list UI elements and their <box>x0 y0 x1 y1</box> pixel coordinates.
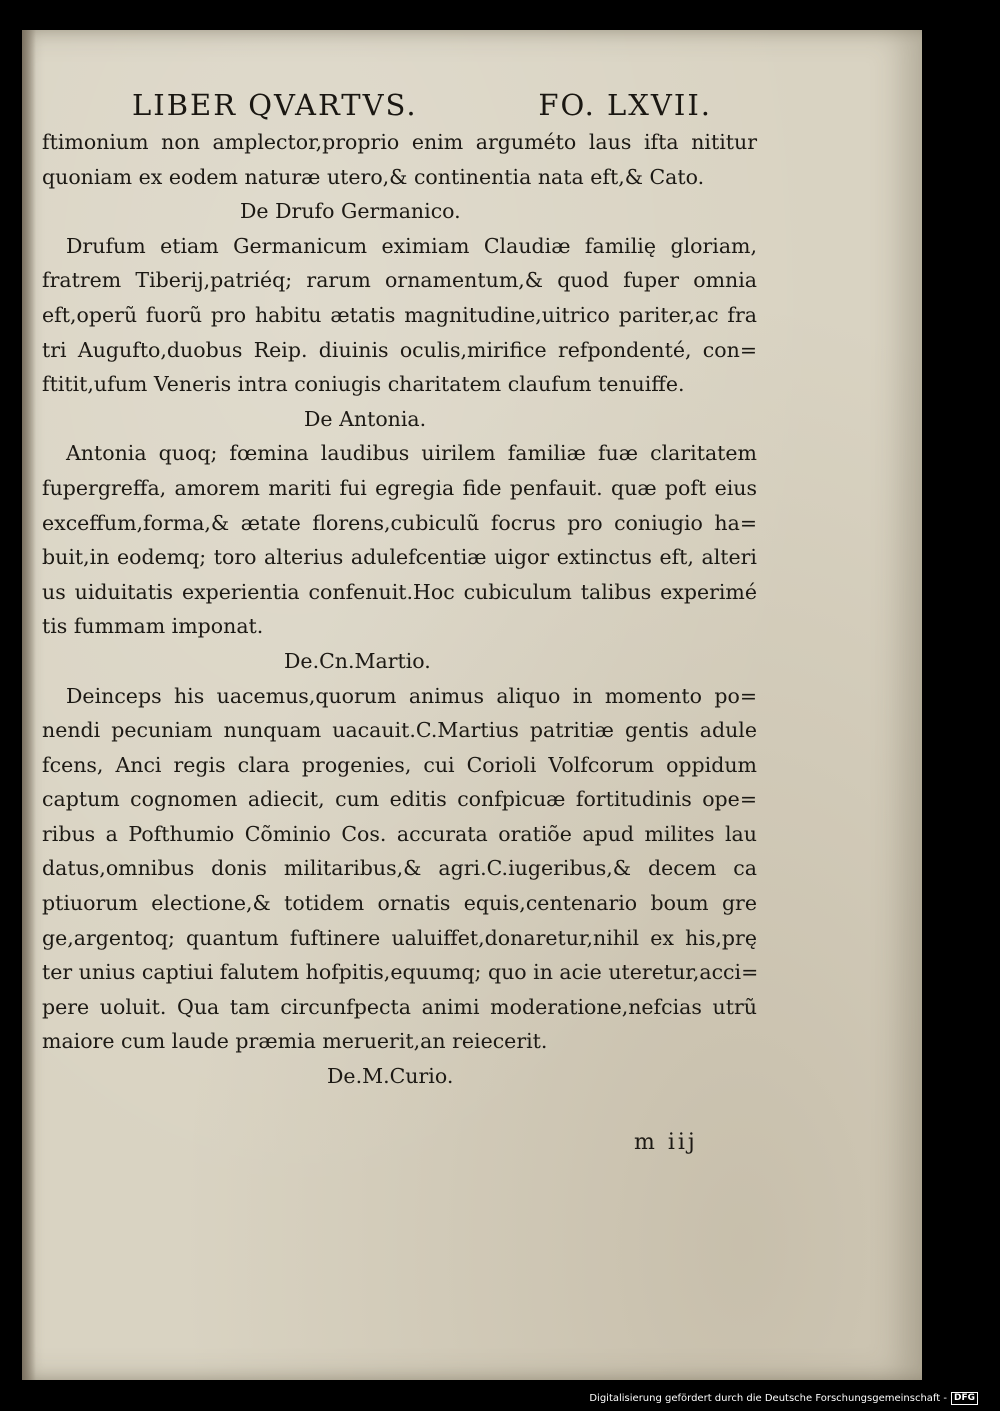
text-line: Antonia quoq; fœmina laudibus uirilem familiæ fuæ claritatem <box>66 441 757 466</box>
text-line: pere uoluit. Qua tam circunfpecta animi moderatione,nefcias utrũ <box>42 994 757 1019</box>
binding-shadow <box>22 30 36 1380</box>
book-page <box>22 30 922 1380</box>
dfg-logo: DFG <box>951 1392 978 1405</box>
section-heading: De.M.Curio. <box>327 1064 454 1089</box>
text-line: fupergreffa, amorem mariti fui egregia fide penfauit. quæ poft eius <box>42 475 757 500</box>
text-line: captum cognomen adiecit, cum editis confpicuæ fortitudinis ope= <box>42 787 757 812</box>
text-line: ptiuorum electione,& totidem ornatis equis,centenario boum gre <box>42 891 757 916</box>
section-heading: De.Cn.Martio. <box>284 648 431 673</box>
text-line: ftitit,ufum Veneris intra coniugis charitatem claufum tenuiffe. <box>42 372 685 397</box>
text-line: quoniam ex eodem naturæ utero,& continentia nata eft,& Cato. <box>42 164 705 189</box>
text-line: eft,operũ fuorũ pro habitu ætatis magnitudine,uitrico pariter,ac fra <box>42 302 757 327</box>
header-book-title: LIBER QVARTVS. <box>132 88 418 122</box>
text-line: ge,argentoq; quantum fuftinere ualuiffet,donaretur,nihil ex his,prę <box>42 925 757 950</box>
text-line: tis fummam imponat. <box>42 614 264 639</box>
credit-text: Digitalisierung gefördert durch die Deutsche Forschungsgemeinschaft - <box>589 1393 947 1404</box>
text-line: tri Augufto,duobus Reip. diuinis oculis,mirifice refpondenté, con= <box>42 337 757 362</box>
digitization-credit <box>589 1392 978 1405</box>
text-line: ter unius captiui falutem hofpitis,equumq; quo in acie uteretur,acci= <box>42 960 759 985</box>
text-line: fratrem Tiberij,patriéq; rarum ornamentum,& quod fuper omnia <box>42 268 757 293</box>
text-line: Drufum etiam Germanicum eximiam Claudiæ familię gloriam, <box>66 233 757 258</box>
section-heading: De Drufo Germanico. <box>240 199 461 224</box>
text-line: ftimonium non amplector,proprio enim arguméto laus ifta nititur <box>42 130 757 154</box>
header-folio-number: FO. LXVII. <box>538 88 712 122</box>
text-line: us uiduitatis experientia confenuit.Hoc cubiculum talibus experimé <box>42 579 757 604</box>
section-heading: De Antonia. <box>304 406 427 431</box>
text-line: maiore cum laude præmia meruerit,an reiecerit. <box>42 1029 548 1054</box>
text-line: nendi pecuniam nunquam uacauit.C.Martius patritiæ gentis adule <box>42 718 757 743</box>
text-line: datus,omnibus donis militaribus,& agri.C.iugeribus,& decem ca <box>42 856 757 881</box>
text-line: Deinceps his uacemus,quorum animus aliquo in momento po= <box>66 683 757 708</box>
body-text <box>42 125 757 1094</box>
text-line: buit,in eodemq; toro alterius adulefcentiæ uigor extinctus eft, alteri <box>42 545 757 570</box>
text-line: exceffum,forma,& ætate florens,cubiculũ focrus pro coniugio ha= <box>42 510 757 535</box>
text-line: fcens, Anci regis clara progenies, cui Corioli Volfcorum oppidum <box>42 752 757 777</box>
text-line: ribus a Pofthumio Cõminio Cos. accurata oratiõe apud milites lau <box>42 821 757 846</box>
signature-mark: m iij <box>634 1130 698 1155</box>
